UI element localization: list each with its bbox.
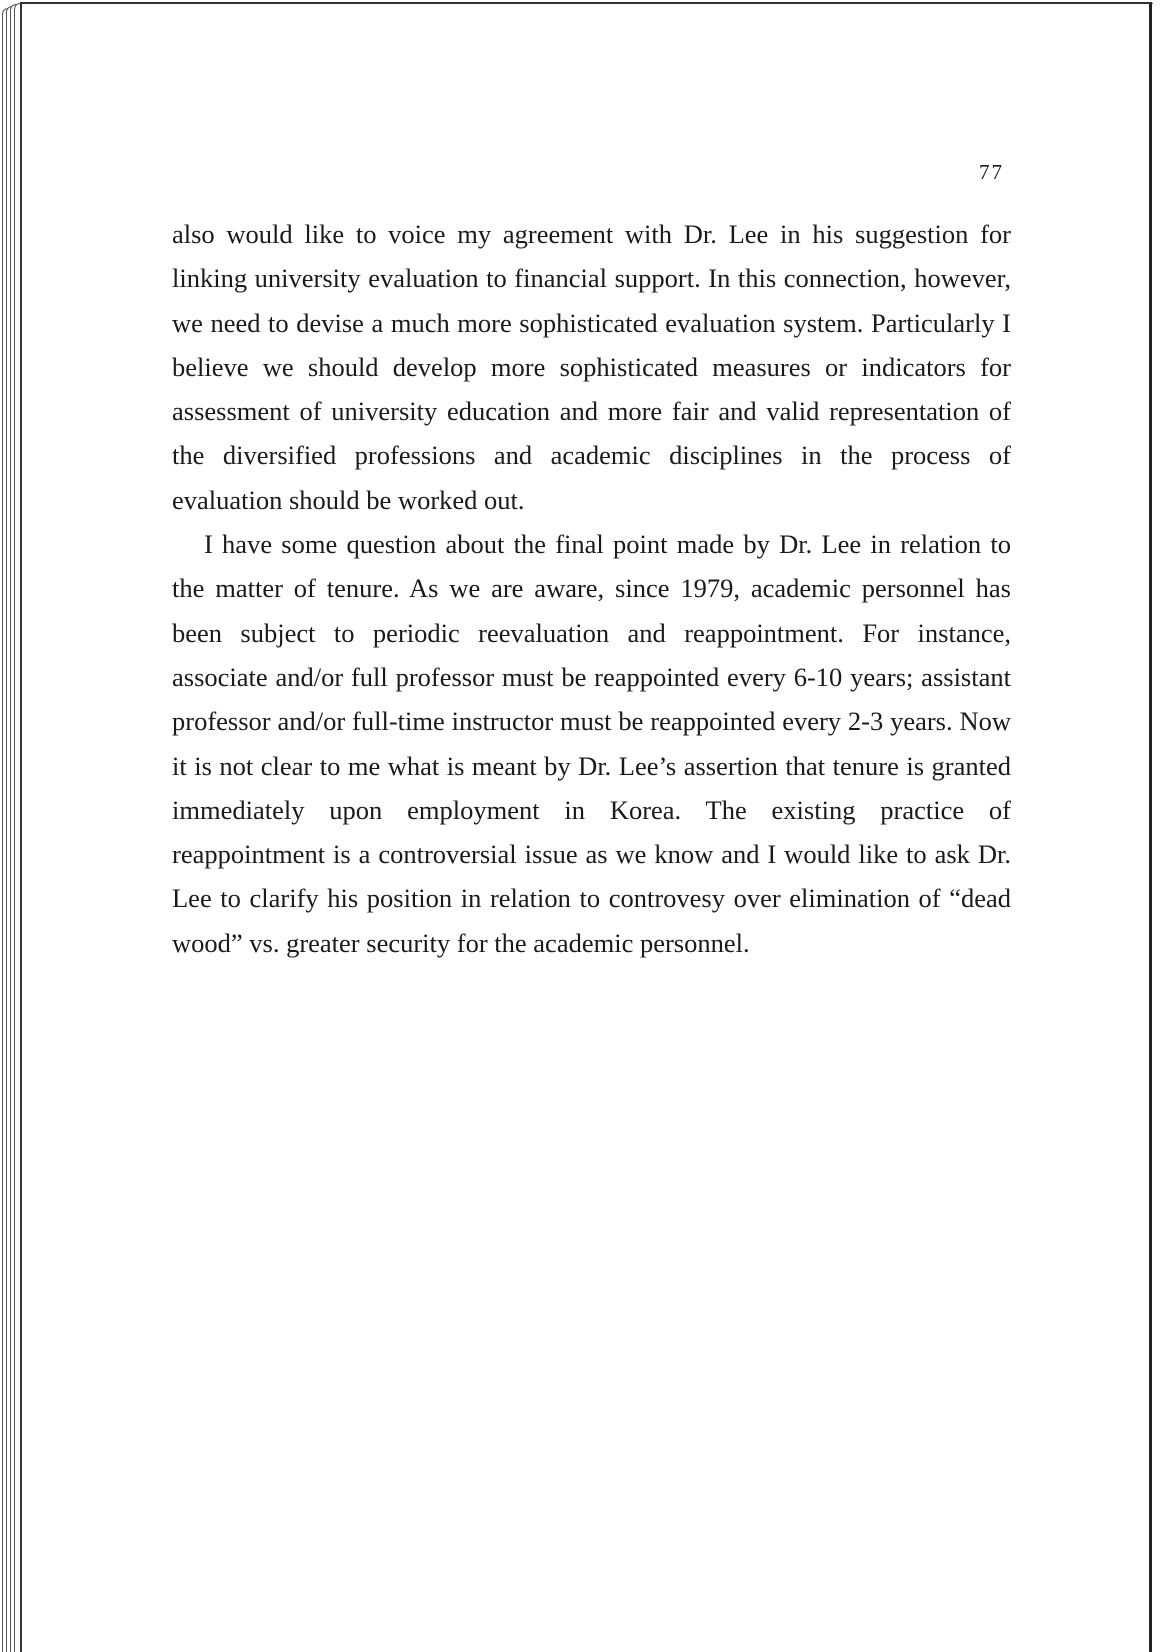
paragraph-1: also would like to voice my agreement with Dr. Lee in his suggestion for linking university evaluation to financial support. In this connection, however, we need to devise a much more sophisticated evaluation system. Particularly I believe we should develop more sophisticated measures or indicators for assessment of university education and more fair and valid representation of the diversified professions and academic disciplines in the process of evaluation should be worked out. xyxy=(172,219,1011,515)
paragraph-2: I have some question about the final point made by Dr. Lee in relation to the matter of tenure. As we are aware, since 1979, academic personnel has been subject to periodic reevaluation and reappointment. For instance, associate and/or full professor must be reappointed every 6-10 years; assistant professor and/or full-time instructor must be reappointed every 2-3 years. Now it is not clear to me what is meant by Dr. Lee’s assertion that tenure is granted immediately upon employment in Korea. The existing practice of reappointment is a controversial issue as we know and I would like to ask Dr. Lee to clarify his position in relation to controvesy over elimination of “dead wood” vs. greater security for the academic personnel. xyxy=(172,529,1011,958)
page-number: 77 xyxy=(979,160,1004,184)
body-text xyxy=(172,212,1011,965)
